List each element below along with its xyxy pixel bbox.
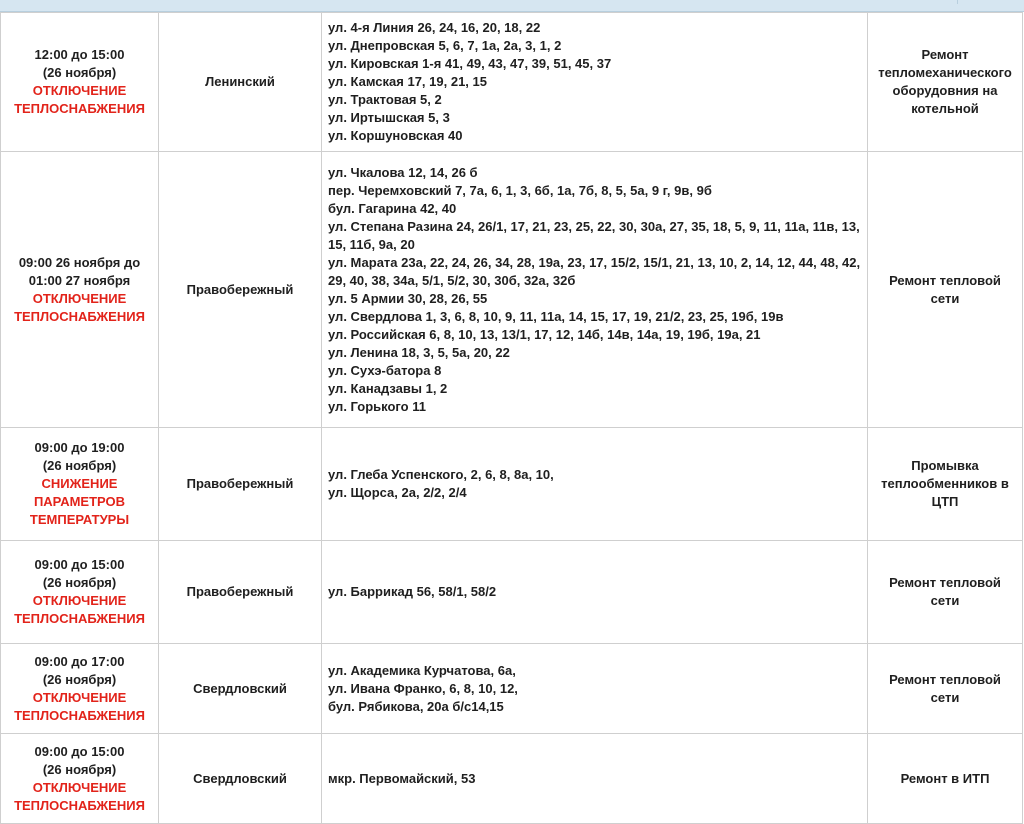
address-line: ул. Ленина 18, 3, 5, 5а, 20, 22 <box>328 344 510 360</box>
work-cell: Ремонт тепловой сети <box>868 541 1023 644</box>
address-line: пер. Черемховский 7, 7а, 6, 1, 3, 6б, 1а, 7б, 8, 5, 5а, 9 г, 9в, 9б <box>328 182 712 198</box>
time-text: (26 ноября) <box>42 65 117 80</box>
status-text: ОТКЛЮЧЕНИЕ <box>32 593 127 608</box>
status-text: ПАРАМЕТРОВ <box>33 494 126 509</box>
time-text: 09:00 до 19:00 <box>34 440 125 455</box>
address-line: ул. Канадзавы 1, 2 <box>328 380 448 396</box>
table-row <box>1 152 1023 428</box>
address-line: ул. Кировская 1-я 41, 49, 43, 47, 39, 51, 45, 37 <box>328 56 612 71</box>
district-cell: Правобережный <box>159 541 322 644</box>
status-text: ТЕПЛОСНАБЖЕНИЯ <box>14 797 145 813</box>
status-text: ОТКЛЮЧЕНИЕ <box>32 290 127 306</box>
table-row <box>1 13 1023 152</box>
address-line: ул. Коршуновская 40 <box>328 128 463 143</box>
time-text: 09:00 до 17:00 <box>34 653 125 669</box>
address-line: бул. Гагарина 42, 40 <box>328 200 457 216</box>
table-row <box>1 541 1023 644</box>
time-text: (26 ноября) <box>42 671 117 687</box>
address-line: ул. Щорса, 2а, 2/2, 2/4 <box>328 485 467 500</box>
address-line: ул. Сухэ-батора 8 <box>328 362 442 378</box>
district-cell: Правобережный <box>159 152 322 428</box>
addresses-cell <box>322 734 868 824</box>
status-text: ТЕПЛОСНАБЖЕНИЯ <box>14 101 145 116</box>
district-cell: Свердловский <box>159 644 322 734</box>
work-cell: Ремонт тепломеханического оборудовния на котельной <box>868 13 1023 152</box>
address-line: ул. Ивана Франко, 6, 8, 10, 12, <box>328 680 518 696</box>
address-line: ул. Марата 23а, 22, 24, 26, 34, 28, 19а, 23, 17, 15/2, 15/1, 21, 13, 10, 2, 14, 12, 44, 48, 42, 29, 40, 38, 34а, 5/1, 5/2, 30, 30б, 32а, 32б <box>328 254 861 288</box>
addresses-cell <box>322 13 868 152</box>
time-text: 09:00 26 ноября до <box>18 254 141 270</box>
address-line: ул. Свердлова 1, 3, 6, 8, 10, 9, 11, 11а, 14, 15, 17, 19, 21/2, 23, 25, 19б, 19в <box>328 308 784 324</box>
work-cell: Промывка теплообменников в ЦТП <box>868 428 1023 541</box>
table-row <box>1 734 1023 824</box>
address-line: ул. 4-я Линия 26, 24, 16, 20, 18, 22 <box>328 20 541 35</box>
address-line: ул. Глеба Успенского, 2, 6, 8, 8а, 10, <box>328 467 554 482</box>
time-text: 09:00 до 15:00 <box>34 743 125 759</box>
header-divider <box>957 0 998 4</box>
time-cell <box>1 734 159 824</box>
status-text: ТЕМПЕРАТУРЫ <box>29 512 130 527</box>
address-line: ул. Иртышская 5, 3 <box>328 110 450 125</box>
status-text: СНИЖЕНИЕ <box>41 476 118 491</box>
time-cell <box>1 428 159 541</box>
time-text: (26 ноября) <box>42 575 117 590</box>
status-text: ОТКЛЮЧЕНИЕ <box>32 83 127 98</box>
address-line: ул. Трактовая 5, 2 <box>328 92 442 107</box>
time-text: 01:00 27 ноября <box>28 272 131 288</box>
addresses-cell <box>322 152 868 428</box>
status-text: ОТКЛЮЧЕНИЕ <box>32 779 127 795</box>
address-line: мкр. Первомайский, 53 <box>328 770 476 786</box>
work-cell: Ремонт в ИТП <box>868 734 1023 824</box>
address-line: ул. Академика Курчатова, 6а, <box>328 662 516 678</box>
address-line: ул. Баррикад 56, 58/1, 58/2 <box>328 584 497 599</box>
time-text: 09:00 до 15:00 <box>34 557 125 572</box>
status-text: ОТКЛЮЧЕНИЕ <box>32 689 127 705</box>
address-line: ул. Степана Разина 24, 26/1, 17, 21, 23, 25, 22, 30, 30а, 27, 35, 18, 5, 9, 11, 11а, 11в, 13, 15, 11б, 9а, 20 <box>328 218 860 252</box>
status-text: ТЕПЛОСНАБЖЕНИЯ <box>14 707 145 723</box>
time-cell <box>1 644 159 734</box>
addresses-cell <box>322 541 868 644</box>
address-line: ул. Камская 17, 19, 21, 15 <box>328 74 487 89</box>
work-cell: Ремонт тепловой сети <box>868 644 1023 734</box>
time-text: (26 ноября) <box>42 761 117 777</box>
table-header-strip <box>0 0 1024 12</box>
address-line: ул. Горького 11 <box>328 398 426 414</box>
district-cell: Правобережный <box>159 428 322 541</box>
address-line: ул. 5 Армии 30, 28, 26, 55 <box>328 290 488 306</box>
schedule-table <box>0 12 1023 824</box>
table-row <box>1 428 1023 541</box>
work-cell: Ремонт тепловой сети <box>868 152 1023 428</box>
addresses-cell <box>322 644 868 734</box>
time-cell <box>1 152 159 428</box>
status-text: ТЕПЛОСНАБЖЕНИЯ <box>14 611 145 626</box>
address-line: ул. Днепровская 5, 6, 7, 1а, 2а, 3, 1, 2 <box>328 38 562 53</box>
status-text: ТЕПЛОСНАБЖЕНИЯ <box>14 308 145 324</box>
table-row <box>1 644 1023 734</box>
district-cell: Свердловский <box>159 734 322 824</box>
schedule-table-body <box>1 13 1023 824</box>
time-cell <box>1 541 159 644</box>
district-cell: Ленинский <box>159 13 322 152</box>
address-line: бул. Рябикова, 20а б/с14,15 <box>328 698 504 714</box>
time-text: 12:00 до 15:00 <box>34 47 125 62</box>
addresses-cell <box>322 428 868 541</box>
address-line: ул. Чкалова 12, 14, 26 б <box>328 164 478 180</box>
time-cell <box>1 13 159 152</box>
address-line: ул. Российская 6, 8, 10, 13, 13/1, 17, 12, 14б, 14в, 14а, 19, 19б, 19а, 21 <box>328 326 761 342</box>
time-text: (26 ноября) <box>42 458 117 473</box>
